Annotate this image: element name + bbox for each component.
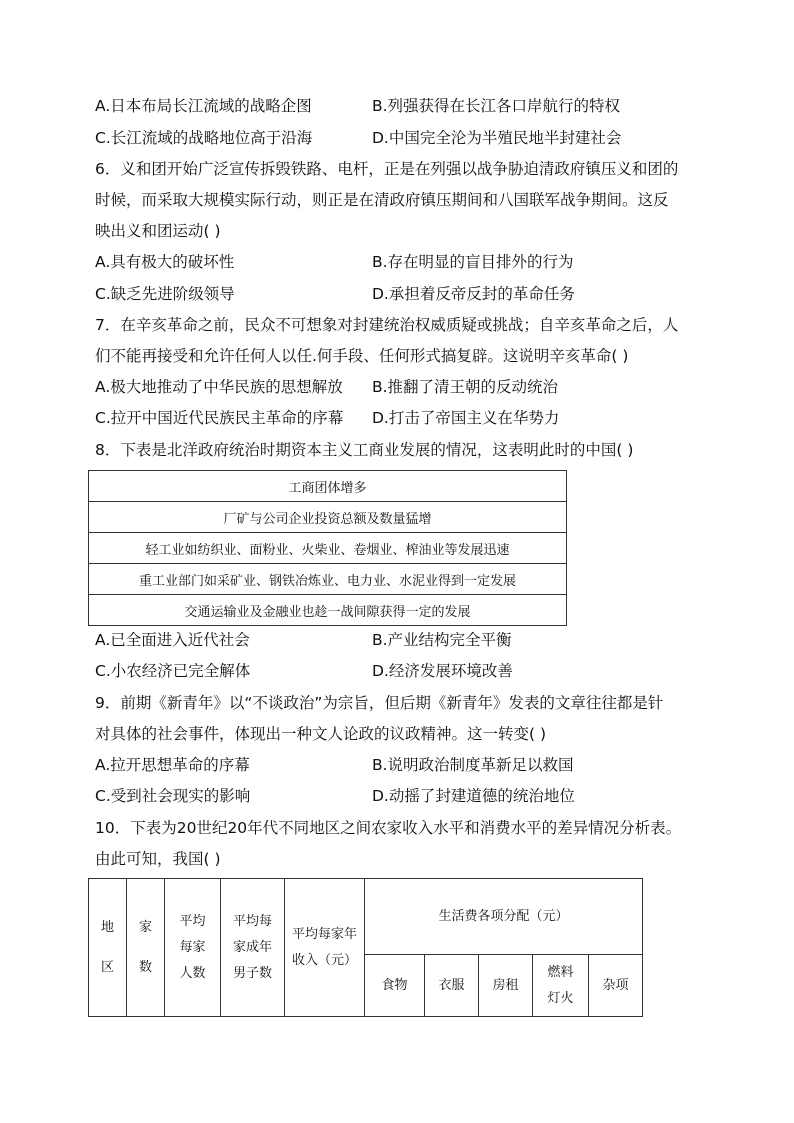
q10-table [88, 878, 643, 1017]
q6-option-a: A.具有极大的破坏性 [95, 253, 235, 271]
q6-stem-line-3: 映出义和团运动( ) [95, 222, 221, 240]
header-region: 地区 [89, 879, 127, 1017]
header-clothing: 衣服 [425, 955, 479, 1017]
q5-option-d: D.中国完全沦为半殖民地半封建社会 [372, 129, 622, 147]
header-rent: 房租 [479, 955, 533, 1017]
header-food: 食物 [365, 955, 425, 1017]
q8-option-a: A.已全面进入近代社会 [95, 631, 250, 649]
q7-option-d: D.打击了帝国主义在华势力 [372, 409, 560, 427]
q5-option-a: A.日本布局长江流域的战略企图 [95, 97, 312, 115]
header-households: 家数 [127, 879, 165, 1017]
header-spending-group: 生活费各项分配（元） [365, 879, 643, 955]
table-row [89, 564, 567, 595]
q6-stem-line-1: 6．义和团开始广泛宣传拆毁铁路、电杆，正是在列强以战争胁迫清政府镇压义和团的 [95, 160, 679, 178]
table-row [89, 502, 567, 533]
q8-option-d: D.经济发展环境改善 [372, 662, 513, 680]
table-cell: 轻工业如纺织业、面粉业、火柴业、卷烟业、榨油业等发展迅速 [89, 533, 567, 564]
q8-table [88, 470, 567, 626]
header-fuel: 燃料灯火 [533, 955, 589, 1017]
table-cell: 交通运输业及金融业也趁一战间隙获得一定的发展 [89, 595, 567, 626]
header-avg-adult-males: 平均每家成年男子数 [221, 879, 285, 1017]
header-avg-persons: 平均每家人数 [165, 879, 221, 1017]
header-avg-income: 平均每家年收入（元） [285, 879, 365, 1017]
q9-stem-line-2: 对具体的社会事件，体现出一种文人论政的议政精神。这一转变( ) [95, 725, 547, 743]
q8-stem: 8．下表是北洋政府统治时期资本主义工商业发展的情况，这表明此时的中国( ) [95, 441, 634, 459]
q5-option-c: C.长江流域的战略地位高于沿海 [95, 129, 313, 147]
table-cell: 厂矿与公司企业投资总额及数量猛增 [89, 502, 567, 533]
q9-option-b: B.说明政治制度革新足以救国 [372, 756, 574, 774]
q9-option-a: A.拉开思想革命的序幕 [95, 756, 250, 774]
table-cell: 重工业部门如采矿业、钢铁冶炼业、电力业、水泥业得到一定发展 [89, 564, 567, 595]
q6-option-b: B.存在明显的盲目排外的行为 [372, 253, 574, 271]
q7-stem-line-2: 们不能再接受和允许任何人以任.何手段、任何形式搞复辟。这说明辛亥革命( ) [95, 347, 629, 365]
q6-option-d: D.承担着反帝反封的革命任务 [372, 285, 575, 303]
q7-option-b: B.推翻了清王朝的反动统治 [372, 378, 559, 396]
q8-option-c: C.小农经济已完全解体 [95, 662, 251, 680]
q5-option-b: B.列强获得在长江各口岸航行的特权 [372, 97, 621, 115]
q9-option-c: C.受到社会现实的影响 [95, 787, 251, 805]
q9-option-d: D.动摇了封建道德的统治地位 [372, 787, 575, 805]
q7-option-a: A.极大地推动了中华民族的思想解放 [95, 378, 343, 396]
table-row [89, 595, 567, 626]
table-row [89, 471, 567, 502]
q7-option-c: C.拉开中国近代民族民主革命的序幕 [95, 409, 344, 427]
table-header-row [89, 879, 643, 955]
q6-stem-line-2: 时候，而采取大规模实际行动，则正是在清政府镇压期间和八国联军战争期间。这反 [95, 191, 669, 209]
table-row [89, 533, 567, 564]
q6-option-c: C.缺乏先进阶级领导 [95, 285, 235, 303]
q9-stem-line-1: 9．前期《新青年》以“不谈政治”为宗旨，但后期《新青年》发表的文章往往都是针 [95, 694, 664, 712]
q10-stem-line-2: 由此可知，我国( ) [95, 850, 221, 868]
q8-option-b: B.产业结构完全平衡 [372, 631, 512, 649]
header-misc: 杂项 [589, 955, 643, 1017]
table-cell: 工商团体增多 [89, 471, 567, 502]
q10-stem-line-1: 10．下表为20世纪20年代不同地区之间农家收入水平和消费水平的差异情况分析表。 [95, 819, 682, 837]
q7-stem-line-1: 7．在辛亥革命之前，民众不可想象对封建统治权威质疑或挑战；自辛亥革命之后，人 [95, 316, 679, 334]
